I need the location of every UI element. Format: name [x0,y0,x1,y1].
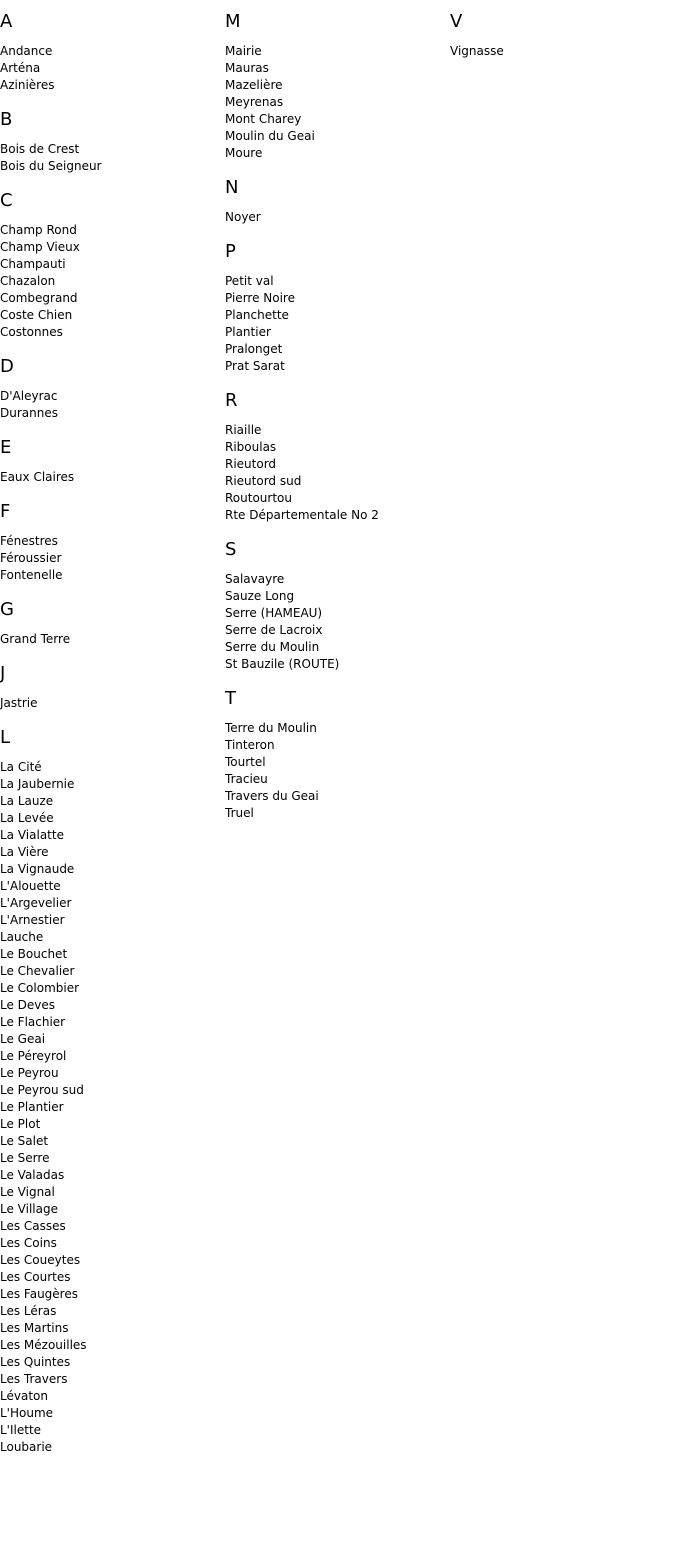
place-link[interactable]: Salavayre [225,572,285,586]
place-list [0,695,215,712]
place-link[interactable]: Riboulas [225,440,277,454]
place-link[interactable]: Andance [0,44,53,58]
letter-heading: B [0,109,13,130]
letter-heading: V [450,11,463,32]
place-link[interactable]: Les Casses [0,1219,66,1233]
place-link[interactable]: Le Village [0,1202,58,1216]
place-link[interactable]: La Vialatte [0,828,64,842]
place-list [0,141,215,175]
place-link[interactable]: Le Plantier [0,1100,64,1114]
place-link[interactable]: La Vignaude [0,862,75,876]
letter-group [0,501,215,584]
place-link[interactable]: Tracieu [225,772,268,786]
letter-heading: S [225,539,237,560]
place-link[interactable]: Champ Rond [0,223,77,237]
place-link[interactable]: Tinteron [225,738,275,752]
place-link[interactable]: Le Péreyrol [0,1049,67,1063]
letter-group [0,727,215,1456]
place-link[interactable]: Lauche [0,930,44,944]
place-link[interactable]: Mairie [225,44,262,58]
index-column-2 [225,11,440,837]
place-list [450,43,665,60]
letter-group [225,539,440,673]
place-link[interactable]: Mazelière [225,78,283,92]
letter-group [0,11,215,94]
place-link[interactable]: Les Faugères [0,1287,78,1301]
letter-group [225,390,440,524]
place-link[interactable]: Les Coueytes [0,1253,81,1267]
place-list [225,720,440,822]
place-list [0,631,215,648]
place-link[interactable]: La Levée [0,811,54,825]
place-list [0,222,215,341]
place-link[interactable]: Le Chevalier [0,964,75,978]
place-link[interactable]: L'Houme [0,1406,54,1420]
letter-heading: M [225,11,241,32]
place-link[interactable]: Le Geai [0,1032,46,1046]
place-link[interactable]: Mauras [225,61,269,75]
letter-group [225,241,440,375]
place-link[interactable]: Rte Départementale No 2 [225,508,379,522]
place-link[interactable]: L'Alouette [0,879,61,893]
place-link[interactable]: L'Ilette [0,1423,42,1437]
place-link[interactable]: Jastrie [0,696,38,710]
place-link[interactable]: Le Plot [0,1117,41,1131]
letter-group [0,663,215,712]
place-link[interactable]: Serre (HAMEAU) [225,606,323,620]
place-link[interactable]: Truel [225,806,254,820]
place-list [0,533,215,584]
place-list [225,273,440,375]
place-link[interactable]: Pralonget [225,342,283,356]
place-link[interactable]: Le Deves [0,998,56,1012]
place-link[interactable]: L'Arnestier [0,913,65,927]
place-link[interactable]: Chazalon [0,274,56,288]
place-link[interactable]: Les Quintes [0,1355,71,1369]
letter-heading: J [0,663,6,684]
place-link[interactable]: St Bauzile (ROUTE) [225,657,340,671]
place-link[interactable]: Eaux Claires [0,470,75,484]
place-link[interactable]: Pierre Noire [225,291,295,305]
place-link[interactable]: Champauti [0,257,66,271]
place-link[interactable]: Lévaton [0,1389,48,1403]
index-column-1 [0,11,215,1471]
place-link[interactable]: Travers du Geai [225,789,319,803]
place-link[interactable]: Le Flachier [0,1015,66,1029]
place-list [0,759,215,1456]
place-link[interactable]: Durannes [0,406,58,420]
letter-group [225,688,440,822]
letter-heading: G [0,599,14,620]
place-list [225,422,440,524]
letter-heading: D [0,356,14,377]
place-link[interactable]: Serre de Lacroix [225,623,323,637]
place-link[interactable]: La Jaubernie [0,777,75,791]
place-link[interactable]: Les Coins [0,1236,57,1250]
letter-group [225,177,440,226]
place-list [225,571,440,673]
letter-heading: A [0,11,13,32]
place-link[interactable]: Rieutord sud [225,474,302,488]
place-link[interactable]: La Cité [0,760,42,774]
place-link[interactable]: Noyer [225,210,261,224]
place-link[interactable]: Le Valadas [0,1168,65,1182]
place-link[interactable]: Fontenelle [0,568,63,582]
letter-heading: R [225,390,238,411]
place-link[interactable]: Serre du Moulin [225,640,320,654]
place-link[interactable]: Le Serre [0,1151,50,1165]
place-list [225,43,440,162]
index-column-3 [450,11,665,75]
place-link[interactable]: Loubarie [0,1440,53,1454]
letter-group [0,356,215,422]
place-link[interactable]: Prat Sarat [225,359,285,373]
place-link[interactable]: Vignasse [450,44,504,58]
place-link[interactable]: Tourtel [225,755,266,769]
letter-group [0,109,215,175]
place-link[interactable]: Les Courtes [0,1270,71,1284]
place-link[interactable]: Le Peyrou [0,1066,59,1080]
place-link[interactable]: Arténa [0,61,41,75]
place-link[interactable]: La Lauze [0,794,54,808]
letter-heading: F [0,501,11,522]
place-link[interactable]: Les Léras [0,1304,57,1318]
place-link[interactable]: Bois de Crest [0,142,80,156]
place-link[interactable]: L'Argevelier [0,896,72,910]
place-link[interactable]: Fénestres [0,534,58,548]
letter-heading: N [225,177,239,198]
letter-group [0,190,215,341]
place-link[interactable]: Plantier [225,325,271,339]
place-link[interactable]: Routourtou [225,491,292,505]
place-link[interactable]: D'Aleyrac [0,389,58,403]
place-link[interactable]: Les Mézouilles [0,1338,87,1352]
place-link[interactable]: Azinières [0,78,55,92]
place-link[interactable]: Petit val [225,274,274,288]
place-link[interactable]: Les Travers [0,1372,68,1386]
place-link[interactable]: Sauze Long [225,589,295,603]
place-link[interactable]: Rieutord [225,457,277,471]
place-list [225,209,440,226]
place-link[interactable]: Costonnes [0,325,63,339]
letter-heading: E [0,437,12,458]
place-link[interactable]: Le Vignal [0,1185,55,1199]
place-link[interactable]: Champ Vieux [0,240,80,254]
letter-heading: L [0,727,11,748]
place-link[interactable]: Terre du Moulin [225,721,317,735]
place-link[interactable]: La Vière [0,845,49,859]
place-link[interactable]: Moure [225,146,263,160]
letter-group [0,437,215,486]
place-link[interactable]: Le Colombier [0,981,80,995]
letter-group [450,11,665,60]
place-list [0,388,215,422]
place-link[interactable]: Bois du Seigneur [0,159,102,173]
letter-group [0,599,215,648]
place-link[interactable]: Meyrenas [225,95,284,109]
letter-heading: P [225,241,236,262]
letter-heading: T [225,688,236,709]
place-link[interactable]: Planchette [225,308,289,322]
place-link[interactable]: Féroussier [0,551,62,565]
place-link[interactable]: Grand Terre [0,632,71,646]
place-link[interactable]: Le Peyrou sud [0,1083,84,1097]
place-link[interactable]: Mont Charey [225,112,302,126]
place-link[interactable]: Les Martins [0,1321,69,1335]
place-list [0,43,215,94]
place-link[interactable]: Le Bouchet [0,947,68,961]
place-link[interactable]: Moulin du Geai [225,129,315,143]
place-link[interactable]: Combegrand [0,291,78,305]
place-list [0,469,215,486]
letter-group [225,11,440,162]
letter-heading: C [0,190,13,211]
place-link[interactable]: Riaille [225,423,262,437]
place-link[interactable]: Le Salet [0,1134,49,1148]
place-link[interactable]: Coste Chien [0,308,73,322]
